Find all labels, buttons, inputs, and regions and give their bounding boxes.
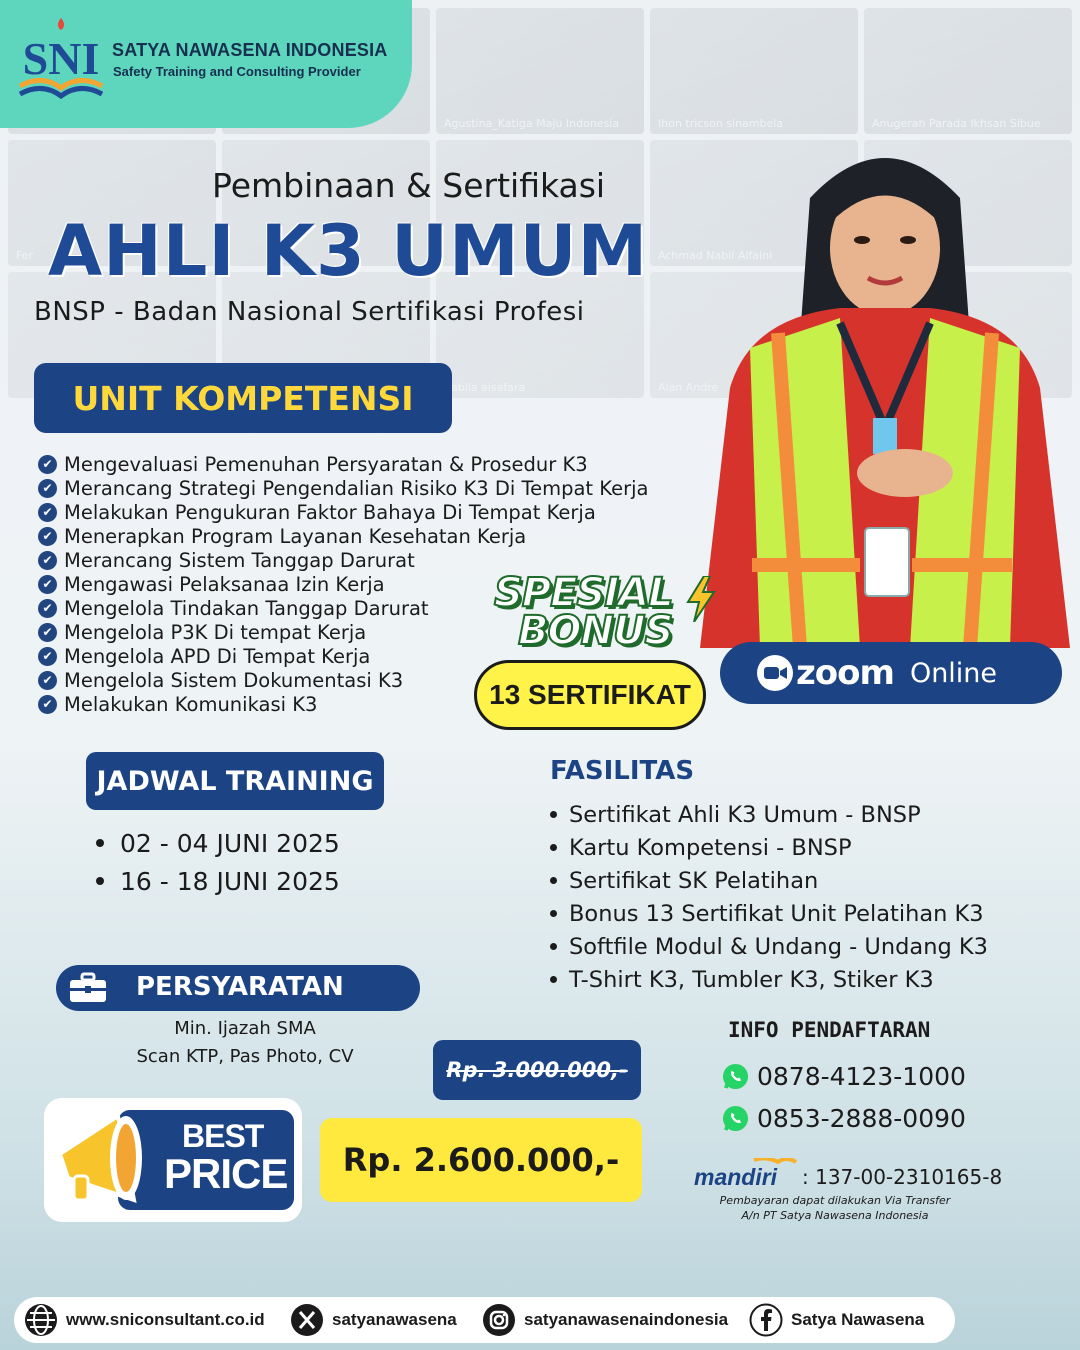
list-item <box>96 824 340 862</box>
phone-number: 0853-2888-0090 <box>757 1104 966 1133</box>
list-item <box>38 452 648 476</box>
zoom-mode-label: Online <box>909 657 998 689</box>
list-item <box>96 862 340 900</box>
title-main: AHLI K3 UMUM <box>48 210 649 292</box>
check-circle-icon: ✔ <box>38 527 57 546</box>
date-label: 02 - 04 JUNI 2025 <box>120 828 340 858</box>
list-item-label: Merancang Sistem Tanggap Darurat <box>64 548 415 572</box>
check-circle-icon: ✔ <box>38 503 57 522</box>
new-price-label: Rp. 2.600.000,- <box>342 1141 620 1179</box>
unit-kompetensi-label: UNIT KOMPETENSI <box>72 378 414 418</box>
facilities-list <box>550 798 988 996</box>
brand-tagline: Safety Training and Consulting Provider <box>113 64 361 79</box>
list-item-label: Merancang Strategi Pengendalian Risiko K3 Di Tempat Kerja <box>64 476 649 500</box>
footer-x-label: satyanawasena <box>332 1310 457 1329</box>
phone-number: 0878-4123-1000 <box>757 1062 966 1091</box>
title-institution: BNSP - Badan Nasional Sertifikasi Profesi <box>34 297 585 327</box>
check-circle-icon: ✔ <box>38 599 57 618</box>
list-item <box>38 476 648 500</box>
footer-website-label: www.sniconsultant.co.id <box>66 1310 265 1329</box>
special-bonus-badge <box>494 570 724 660</box>
check-circle-icon: ✔ <box>38 551 57 570</box>
list-item <box>550 897 988 930</box>
list-item-label: Menerapkan Program Layanan Kesehatan Kerja <box>64 524 527 548</box>
footer-instagram-link[interactable] <box>482 1302 728 1338</box>
date-label: 16 - 18 JUNI 2025 <box>120 866 340 896</box>
bullet-icon <box>96 877 104 885</box>
registration-heading: INFO PENDAFTARAN <box>728 1018 931 1042</box>
footer-x-link[interactable] <box>290 1302 457 1338</box>
list-item <box>38 524 648 548</box>
bonus-word-bonus: BONUS <box>518 608 673 654</box>
schedule-heading-label: JADWAL TRAINING <box>96 765 374 797</box>
list-item-label: Mengelola P3K Di tempat Kerja <box>64 620 367 644</box>
footer-facebook-label: Satya Nawasena <box>791 1310 925 1329</box>
bullet-icon <box>550 811 557 818</box>
list-item-label: Mengawasi Pelaksanaa Izin Kerja <box>64 572 385 596</box>
facebook-icon <box>749 1303 783 1337</box>
schedule-heading <box>86 752 384 810</box>
sni-logo-icon <box>12 12 110 106</box>
list-item-label: Mengevaluasi Pemenuhan Persyaratan & Prosedur K3 <box>64 452 588 476</box>
bullet-icon <box>550 844 557 851</box>
facilities-heading: FASILITAS <box>550 756 695 786</box>
whatsapp-icon <box>722 1105 749 1132</box>
payment-note: Pembayaran dapat dilakukan Via Transfer <box>719 1194 951 1207</box>
old-price-label: Rp. 3.000.000,- <box>446 1058 628 1082</box>
zoom-camera-icon <box>756 654 794 692</box>
whatsapp-contact[interactable] <box>722 1062 966 1091</box>
list-item <box>550 963 988 996</box>
list-item <box>550 930 988 963</box>
list-item-label: Melakukan Pengukuran Faktor Bahaya Di Tempat Kerja <box>64 500 596 524</box>
list-item <box>38 548 648 572</box>
whatsapp-contact[interactable] <box>722 1104 966 1133</box>
old-price-badge <box>433 1040 641 1100</box>
bullet-icon <box>550 910 557 917</box>
new-price-badge <box>320 1118 642 1202</box>
facility-label: Bonus 13 Sertifikat Unit Pelatihan K3 <box>569 900 984 927</box>
bullet-icon <box>550 976 557 983</box>
best-price-line1: BEST <box>182 1118 264 1154</box>
facility-label: Softfile Modul & Undang - Undang K3 <box>569 933 988 960</box>
title-subheading: Pembinaan & Sertifikasi <box>212 166 606 205</box>
best-price-line2: PRICE <box>164 1150 288 1197</box>
trainer-photo <box>690 128 1080 648</box>
bank-name: mandiri <box>694 1164 778 1190</box>
check-circle-icon: ✔ <box>38 671 57 690</box>
payment-account-holder: A/n PT Satya Nawasena Indonesia <box>741 1209 929 1222</box>
list-item <box>38 500 648 524</box>
zoom-online-badge <box>720 642 1062 704</box>
megaphone-icon <box>48 1104 168 1216</box>
instagram-icon <box>482 1303 516 1337</box>
check-circle-icon: ✔ <box>38 623 57 642</box>
list-item <box>550 831 988 864</box>
check-circle-icon: ✔ <box>38 455 57 474</box>
schedule-dates <box>96 824 340 900</box>
certificate-count-label: 13 SERTIFIKAT <box>489 679 691 710</box>
x-logo-icon <box>290 1303 324 1337</box>
svg-text:SNI: SNI <box>22 33 100 84</box>
certificate-count-badge <box>474 660 706 730</box>
list-item-label: Mengelola Sistem Dokumentasi K3 <box>64 668 404 692</box>
check-circle-icon: ✔ <box>38 479 57 498</box>
check-circle-icon: ✔ <box>38 647 57 666</box>
check-circle-icon: ✔ <box>38 575 57 594</box>
check-circle-icon: ✔ <box>38 695 57 714</box>
facility-label: Sertifikat Ahli K3 Umum - BNSP <box>569 801 921 828</box>
brand-name: SATYA NAWASENA INDONESIA <box>112 40 388 60</box>
requirement-documents: Scan KTP, Pas Photo, CV <box>136 1046 354 1067</box>
list-item-label: Melakukan Komunikasi K3 <box>64 692 318 716</box>
bank-account-number: : 137-00-2310165-8 <box>802 1165 1003 1189</box>
globe-icon <box>24 1303 58 1337</box>
unit-kompetensi-heading <box>34 363 452 433</box>
bullet-icon <box>550 877 557 884</box>
requirements-label: PERSYARATAN <box>136 972 344 1002</box>
list-item <box>550 864 988 897</box>
toolbox-icon <box>68 972 108 1004</box>
facility-label: Sertifikat SK Pelatihan <box>569 867 819 894</box>
facility-label: Kartu Kompetensi - BNSP <box>569 834 852 861</box>
list-item <box>550 798 988 831</box>
footer-instagram-label: satyanawasenaindonesia <box>524 1310 729 1329</box>
bullet-icon <box>550 943 557 950</box>
whatsapp-icon <box>722 1063 749 1090</box>
footer-facebook-link[interactable] <box>749 1302 924 1338</box>
brand-header <box>0 0 412 128</box>
requirement-education: Min. Ijazah SMA <box>174 1018 316 1039</box>
list-item-label: Mengelola APD Di Tempat Kerja <box>64 644 371 668</box>
list-item-label: Mengelola Tindakan Tanggap Darurat <box>64 596 429 620</box>
facility-label: T-Shirt K3, Tumbler K3, Stiker K3 <box>569 966 934 993</box>
zoom-brand-label: zoom <box>796 653 894 693</box>
footer-website-link[interactable] <box>24 1302 265 1338</box>
bonus-word-spesial: SPESIAL <box>494 570 673 616</box>
lightning-bolt-icon <box>684 576 718 622</box>
bullet-icon <box>96 839 104 847</box>
